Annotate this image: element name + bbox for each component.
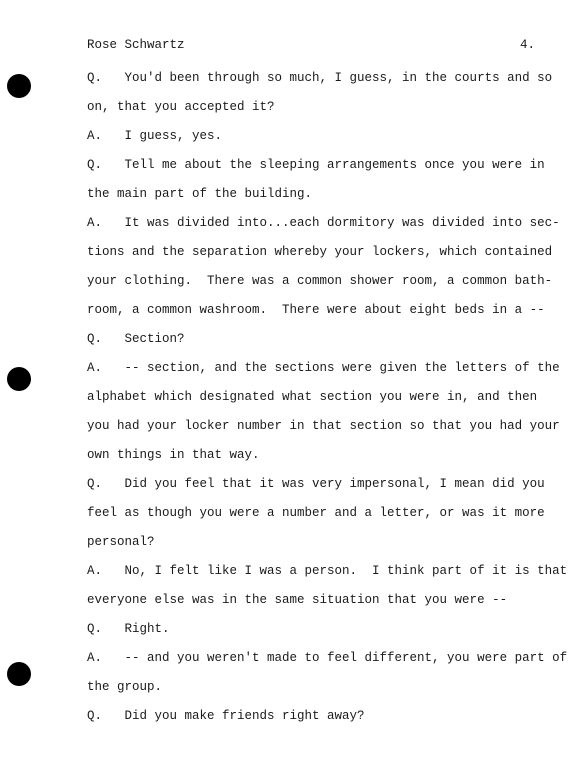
transcript-line: the main part of the building.: [87, 187, 313, 201]
transcript-line: A. It was divided into...each dormitory was divided into sec-: [87, 216, 560, 230]
transcript-line: own things in that way.: [87, 448, 260, 462]
transcript-line: feel as though you were a number and a letter, or was it more: [87, 506, 545, 520]
transcript-line: Q. You'd been through so much, I guess, in the courts and so: [87, 71, 553, 85]
transcript-line: alphabet which designated what section you were in, and then: [87, 390, 538, 404]
transcript-line: Q. Section?: [87, 332, 185, 346]
transcript-line: A. -- and you weren't made to feel different, you were part of: [87, 651, 568, 665]
transcript-line: you had your locker number in that section so that you had your: [87, 419, 560, 433]
header-interviewee-name: Rose Schwartz: [87, 38, 185, 52]
transcript-line: on, that you accepted it?: [87, 100, 275, 114]
transcript-line: Q. Did you make friends right away?: [87, 709, 365, 723]
punch-hole-top: [7, 74, 31, 98]
transcript-line: personal?: [87, 535, 155, 549]
transcript-line: everyone else was in the same situation that you were --: [87, 593, 508, 607]
transcript-line: the group.: [87, 680, 163, 694]
transcript-line: A. -- section, and the sections were given the letters of the: [87, 361, 560, 375]
transcript-line: Q. Right.: [87, 622, 170, 636]
punch-hole-bottom: [7, 662, 31, 686]
transcript-line: A. No, I felt like I was a person. I think part of it is that: [87, 564, 568, 578]
transcript-line: your clothing. There was a common shower room, a common bath-: [87, 274, 553, 288]
transcript-line: Q. Tell me about the sleeping arrangements once you were in: [87, 158, 545, 172]
transcript-line: Q. Did you feel that it was very impersonal, I mean did you: [87, 477, 545, 491]
transcript-body: [87, 64, 568, 731]
transcript-line: room, a common washroom. There were about eight beds in a --: [87, 303, 545, 317]
transcript-line: tions and the separation whereby your lockers, which contained: [87, 245, 553, 259]
page-number: 4.: [520, 38, 536, 52]
transcript-line: A. I guess, yes.: [87, 129, 223, 143]
punch-hole-middle: [7, 367, 31, 391]
